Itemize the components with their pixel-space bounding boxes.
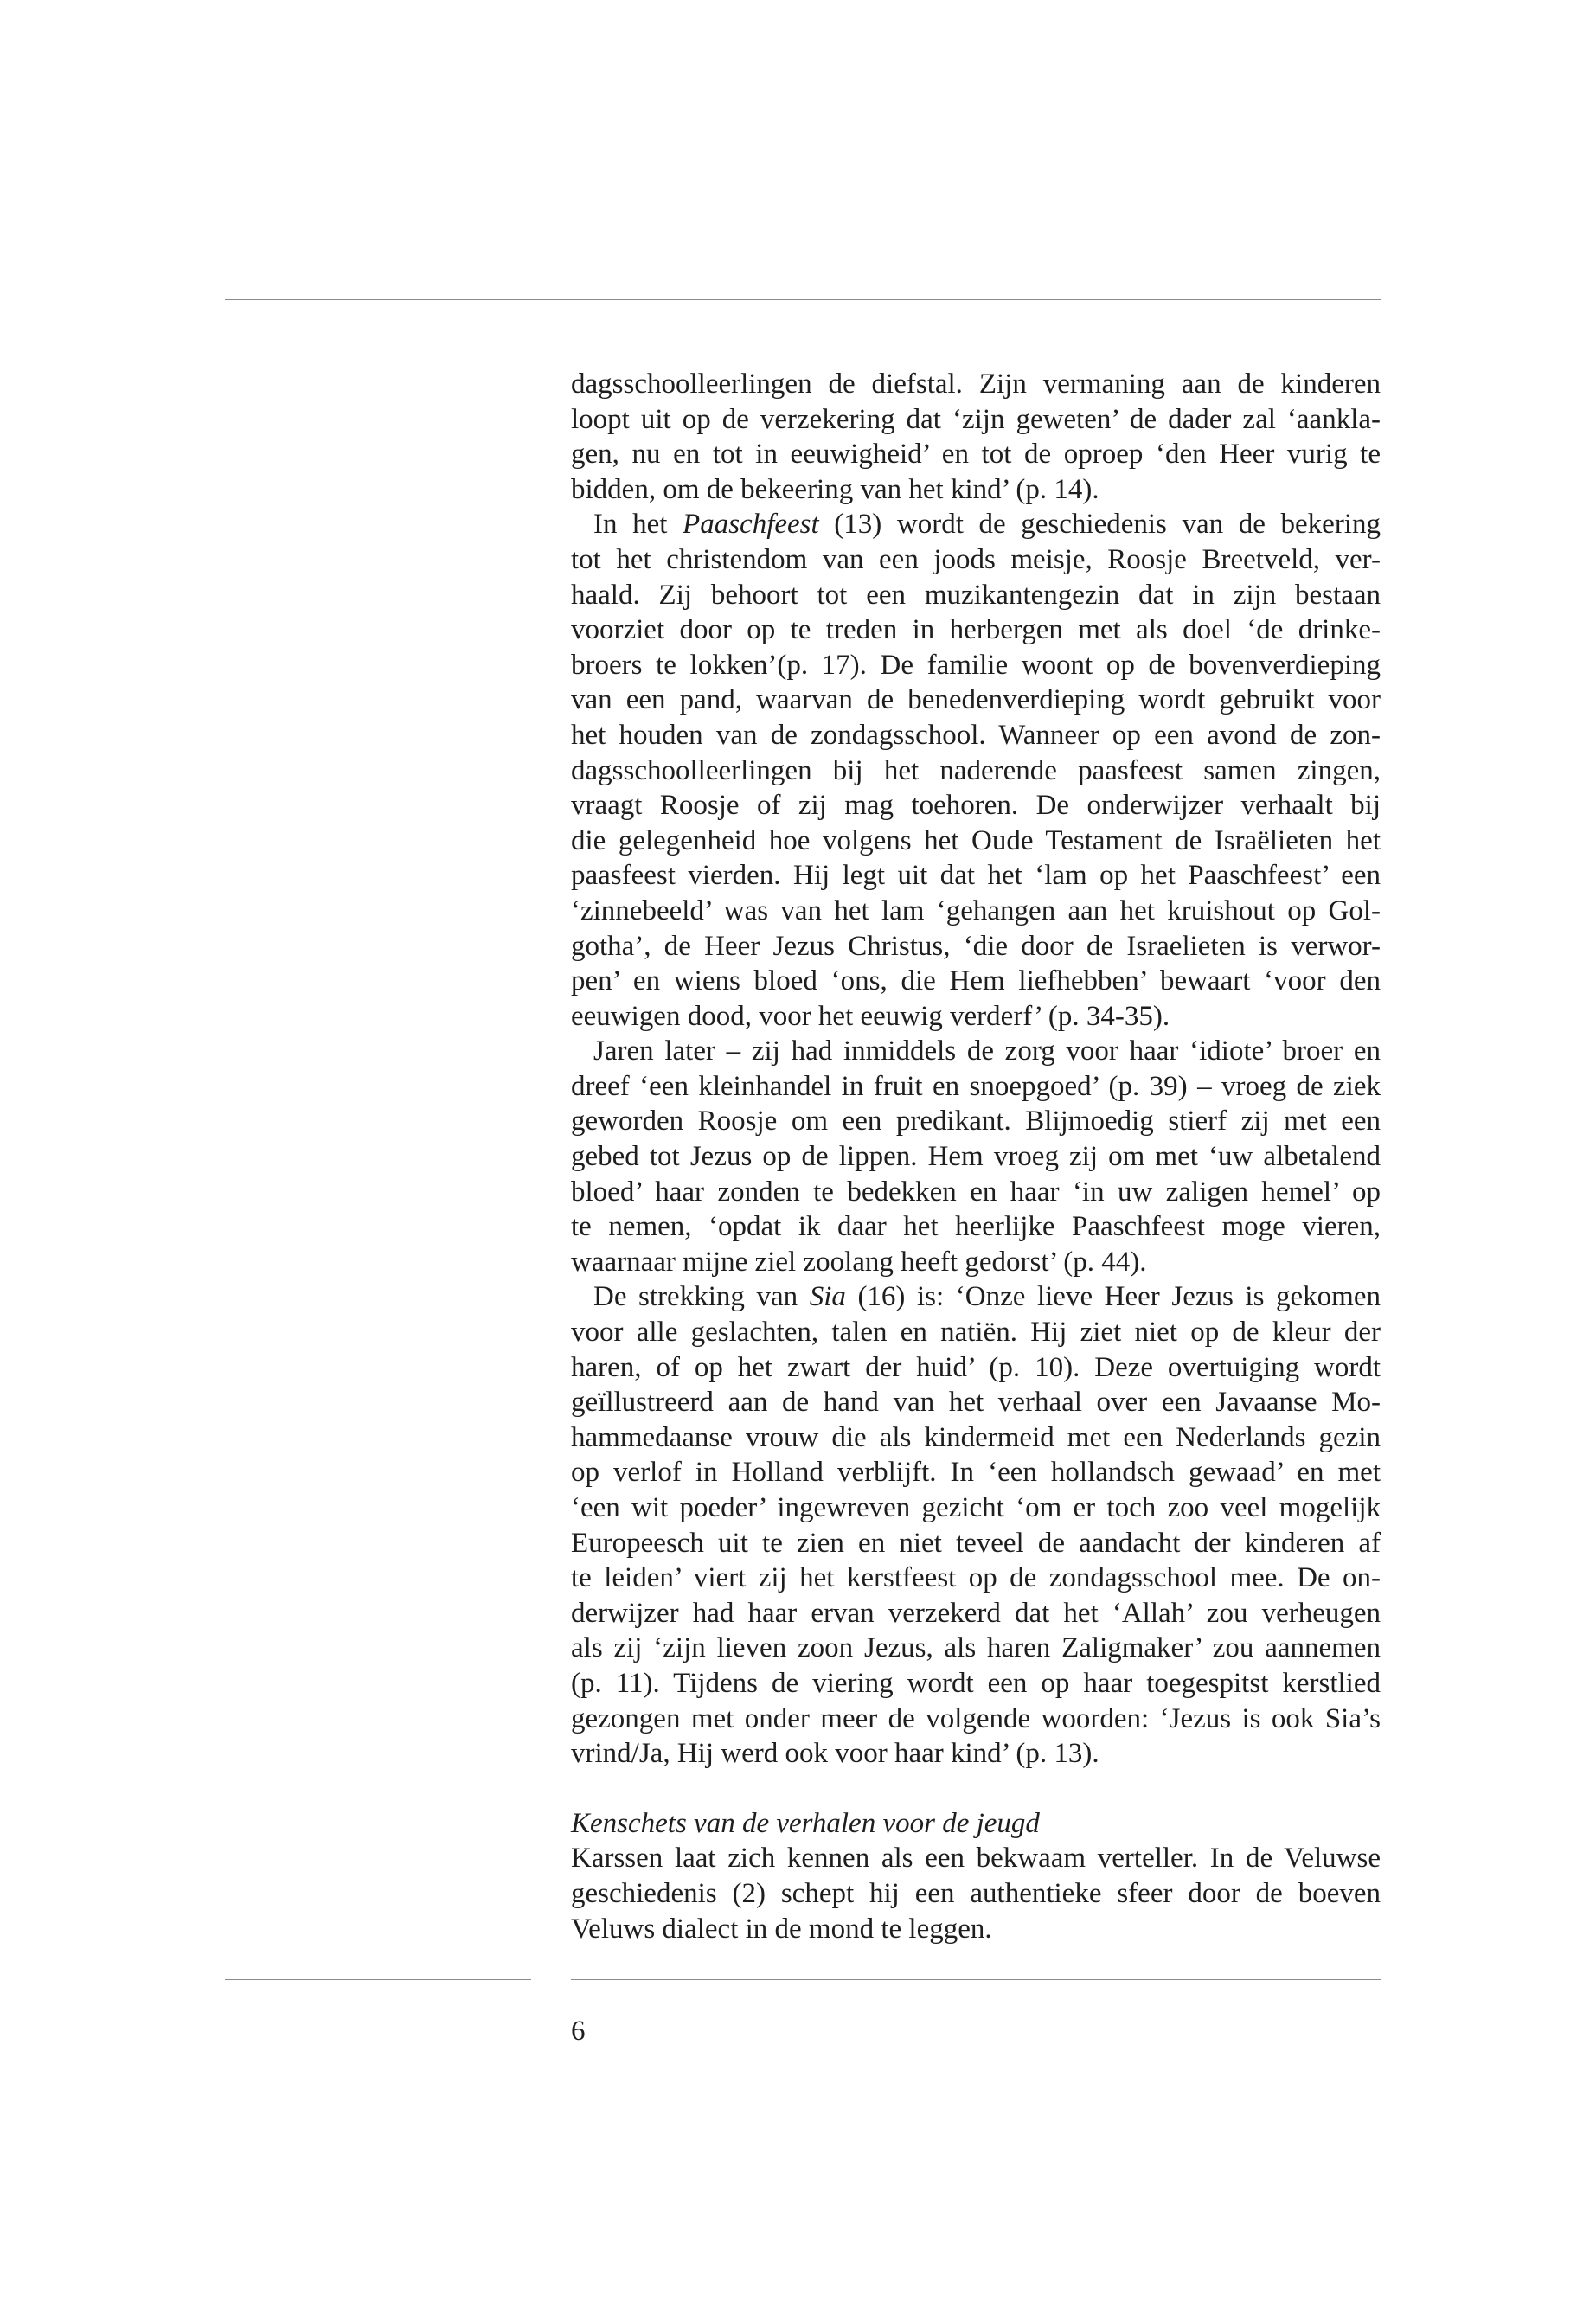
text-line: Karssen laat zich kennen als een bekwaam verteller. In de Veluwse [571,1843,1381,1875]
paragraph-1 [571,367,1381,507]
text-line: van een pand, waarvan de benedenverdieping wordt gebruikt voor [571,684,1381,716]
text-line: Veluws dialect in de mond te leggen. [571,1913,992,1945]
section-paragraph [571,1841,1381,1946]
text-line: voor alle geslachten, talen en natiën. Hij ziet niet op de kleur der [571,1317,1381,1349]
page-number: 6 [571,2016,586,2047]
text-line: geïllustreerd aan de hand van het verhaal over een Javaanse Mo- [571,1387,1381,1419]
text-line: paasfeest vierden. Hij legt uit dat het ‘lam op het Paaschfeest’ een [571,860,1381,892]
text-line: gebed tot Jezus op de lippen. Hem vroeg zij om met ‘uw albetalend [571,1141,1381,1173]
text-line: ‘zinnebeeld’ was van het lam ‘gehangen aan het kruishout op Gol- [571,894,1381,926]
footer-rule-left [225,1979,531,1980]
text-line: bidden, om de bekeering van het kind’ (p. 14). [571,473,1099,505]
text-line: eeuwigen dood, voor het eeuwig verderf’ (p. 34-35). [571,1000,1170,1032]
book-title: Paaschfeest [683,509,819,541]
text-line: als zij ‘zijn lieven zoon Jezus, als haren Zaligmaker’ zou aannemen [571,1632,1381,1664]
text-line: (p. 11). Tijdens de viering wordt een op haar toegespitst kerstlied [571,1667,1381,1699]
text-line: ‘een wit poeder’ ingewreven gezicht ‘om er toch zoo veel mogelijk [571,1492,1381,1523]
text-line: hammedaanse vrouw die als kindermeid met een Nederlands gezin [571,1421,1381,1453]
text-line: bloed’ haar zonden te bedekken en haar ‘in uw zaligen hemel’ op [571,1176,1381,1208]
text-line: geschiedenis (2) schept hij een authentieke sfeer door de boeven [571,1877,1381,1909]
body-text [571,367,1381,1946]
footer-rule-right [571,1979,1381,1980]
text-line: te nemen, ‘opdat ik daar het heerlijke Paaschfeest moge vieren, [571,1211,1381,1243]
text-line: Jaren later – zij had inmiddels de zorg voor haar ‘idiote’ broer en [593,1035,1381,1067]
paragraph-2 [571,507,1381,1034]
section-heading-text: Kenschets van de verhalen voor de jeugd [571,1807,1040,1839]
text-line: broers te lokken’(p. 17). De familie woont op de bovenverdieping [571,649,1381,681]
text-line: te leiden’ viert zij het kerstfeest op de zondagsschool mee. De on- [571,1562,1381,1594]
section-heading [571,1806,1381,1842]
text-line: dagsschoolleerlingen de diefstal. Zijn vermaning aan de kinderen [571,369,1381,400]
text-line: loopt uit op de verzekering dat ‘zijn geweten’ de dader zal ‘aankla- [571,403,1381,435]
text-line: vraagt Roosje of zij mag toehoren. De onderwijzer verhaalt bij [571,790,1381,822]
text-line: dreef ‘een kleinhandel in fruit en snoepgoed’ (p. 39) – vroeg de ziek [571,1070,1381,1102]
text-line: haald. Zij behoort tot een muzikantengezin dat in zijn bestaan [571,579,1381,611]
text-line: vrind/Ja, Hij werd ook voor haar kind’ (p. 13). [571,1738,1099,1770]
book-title: Sia [809,1281,846,1313]
text-line: pen’ en wiens bloed ‘ons, die Hem liefhebben’ bewaart ‘voor den [571,965,1381,997]
text-line: gen, nu en tot in eeuwigheid’ en tot de oproep ‘den Heer vurig te [571,439,1381,471]
header-rule [225,299,1381,300]
paragraph-3 [571,1034,1381,1279]
text-line: waarnaar mijne ziel zoolang heeft gedorst’ (p. 44). [571,1246,1147,1278]
text-line: derwijzer had haar ervan verzekerd dat het ‘Allah’ zou verheugen [571,1597,1381,1629]
text-line: het houden van de zondagsschool. Wanneer op een avond de zon- [571,719,1381,751]
text-line: gotha’, de Heer Jezus Christus, ‘die door de Israelieten is verwor- [571,930,1381,962]
text-line: geworden Roosje om een predikant. Blijmoedig stierf zij met een [571,1106,1381,1138]
text-line: tot het christendom van een joods meisje, Roosje Breetveld, ver- [571,543,1381,575]
text-line: dagsschoolleerlingen bij het naderende paasfeest samen zingen, [571,754,1381,786]
paragraph-4 [571,1279,1381,1771]
text-line: haren, of op het zwart der huid’ (p. 10). Deze overtuiging wordt [571,1351,1381,1383]
text-line: gezongen met onder meer de volgende woorden: ‘Jezus is ook Sia’s [571,1702,1381,1734]
text-line: voorziet door op te treden in herbergen met als doel ‘de drinke- [571,614,1381,646]
text-line: op verlof in Holland verblijft. In ‘een hollandsch gewaad’ en met [571,1457,1381,1489]
text-line: die gelegenheid hoe volgens het Oude Testament de Israëlieten het [571,824,1381,856]
text-line-with-italic-title: De strekking van Sia (16) is: ‘Onze lieve Heer Jezus is gekomen [593,1281,1381,1313]
text-line: Europeesch uit te zien en niet teveel de aandacht der kinderen af [571,1527,1381,1559]
text-line-with-italic-title: In het Paaschfeest (13) wordt de geschiedenis van de bekering [593,509,1381,541]
